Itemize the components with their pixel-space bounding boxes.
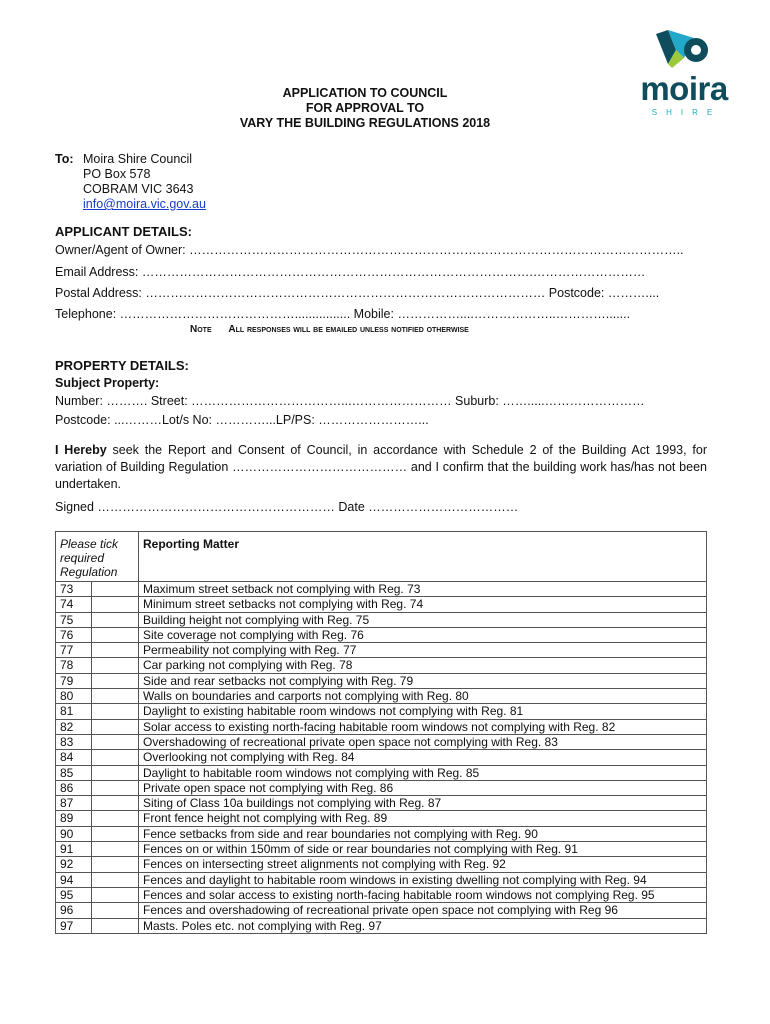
tick-box[interactable] (92, 627, 139, 642)
table-row (56, 750, 707, 765)
note-prefix: Note (190, 324, 212, 335)
property-number-street-field[interactable]: Number: ………. Street: ………………………………...…………………… Suburb: …….....…………………… (55, 394, 645, 408)
reporting-matter: Siting of Class 10a buildings not complying with Reg. 87 (139, 796, 707, 811)
tick-box[interactable] (92, 689, 139, 704)
regulation-number: 77 (56, 643, 92, 658)
tick-box[interactable] (92, 857, 139, 872)
table-row (56, 643, 707, 658)
table-row (56, 857, 707, 872)
reporting-matter: Fences on or within 150mm of side or rear boundaries not complying with Reg. 91 (139, 842, 707, 857)
table-row (56, 612, 707, 627)
tick-box[interactable] (92, 903, 139, 918)
reporting-matter: Walls on boundaries and carports not complying with Reg. 80 (139, 689, 707, 704)
table-row (56, 704, 707, 719)
address-line: COBRAM VIC 3643 (83, 182, 194, 196)
reporting-matter: Front fence height not complying with Reg. 89 (139, 811, 707, 826)
tick-box[interactable] (92, 719, 139, 734)
table-row (56, 796, 707, 811)
table-row (56, 582, 707, 597)
tick-box[interactable] (92, 750, 139, 765)
declaration-bold: I Hereby (55, 443, 107, 457)
table-row (56, 780, 707, 795)
header-reporting-matter: Reporting Matter (139, 532, 707, 582)
council-email-link[interactable]: info@moira.vic.gov.au (83, 197, 206, 211)
reporting-matter: Solar access to existing north-facing habitable room windows not complying with Reg. 82 (139, 719, 707, 734)
title-line-3: VARY THE BUILDING REGULATIONS 2018 (239, 116, 491, 130)
table-row (56, 887, 707, 902)
regulation-number: 84 (56, 750, 92, 765)
tick-box[interactable] (92, 780, 139, 795)
table-row (56, 734, 707, 749)
postal-address-field[interactable]: Postal Address: …………………………………………………………………………………… Postcode: ……….... (55, 286, 660, 300)
to-label: To: (55, 152, 74, 166)
telephone-field[interactable]: Telephone: ……………………………………................ Mobile: ……………....………………..…………....... (55, 307, 631, 321)
table-row (56, 597, 707, 612)
note-text: All responses will be emailed unless notified otherwise (228, 324, 469, 335)
tick-box[interactable] (92, 673, 139, 688)
subject-property-label: Subject Property: (55, 376, 160, 390)
reporting-matter: Site coverage not complying with Reg. 76 (139, 627, 707, 642)
regulation-number: 92 (56, 857, 92, 872)
title-line-2: FOR APPROVAL TO (305, 101, 425, 115)
regulation-table (55, 531, 707, 934)
regulation-number: 87 (56, 796, 92, 811)
regulation-number: 85 (56, 765, 92, 780)
regulation-number: 96 (56, 903, 92, 918)
reporting-matter: Daylight to existing habitable room windows not complying with Reg. 81 (139, 704, 707, 719)
table-row (56, 826, 707, 841)
signature-date-field[interactable]: Signed ………………………………………………… Date ……………………………… (55, 500, 519, 514)
reporting-matter: Side and rear setbacks not complying with Reg. 79 (139, 673, 707, 688)
table-row (56, 872, 707, 887)
regulation-number: 86 (56, 780, 92, 795)
header-tick-regulation: Please tick required Regulation (56, 532, 139, 582)
table-row (56, 719, 707, 734)
tick-box[interactable] (92, 597, 139, 612)
regulation-number: 82 (56, 719, 92, 734)
reporting-matter: Permeability not complying with Reg. 77 (139, 643, 707, 658)
reporting-matter: Fences on intersecting street alignments not complying with Reg. 92 (139, 857, 707, 872)
moira-shire-logo (636, 28, 732, 117)
tick-box[interactable] (92, 734, 139, 749)
logo-wordmark: moira (640, 70, 728, 107)
reporting-matter: Fences and daylight to habitable room windows in existing dwelling not complying with Reg. 94 (139, 872, 707, 887)
declaration-text: seek the Report and Consent of Council, in accordance with Schedule 2 of the Building Act 1993, for variation of Building Regulation …………………………………… and I confirm that the building work has/has not been undertaken. (55, 443, 707, 491)
tick-box[interactable] (92, 842, 139, 857)
reporting-matter: Building height not complying with Reg. 75 (139, 612, 707, 627)
reporting-matter: Maximum street setback not complying with Reg. 73 (139, 582, 707, 597)
email-field[interactable]: Email Address: ………………………………………………………………………………….……………………… (55, 265, 646, 279)
tick-box[interactable] (92, 811, 139, 826)
tick-box[interactable] (92, 887, 139, 902)
address-line: Moira Shire Council (83, 152, 193, 166)
recipient-block (55, 152, 206, 211)
tick-box[interactable] (92, 872, 139, 887)
tick-box[interactable] (92, 658, 139, 673)
email-note (190, 324, 469, 335)
property-details-heading: PROPERTY DETAILS: (55, 358, 189, 373)
tick-box[interactable] (92, 765, 139, 780)
table-row (56, 627, 707, 642)
tick-box[interactable] (92, 643, 139, 658)
regulation-number: 80 (56, 689, 92, 704)
applicant-details-heading: APPLICANT DETAILS: (55, 224, 192, 239)
reporting-matter: Overlooking not complying with Reg. 84 (139, 750, 707, 765)
document-title (200, 86, 530, 131)
table-row (56, 811, 707, 826)
regulation-number: 95 (56, 887, 92, 902)
reporting-matter: Fences and solar access to existing north-facing habitable room windows not complying Reg. 95 (139, 887, 707, 902)
regulation-number: 79 (56, 673, 92, 688)
tick-box[interactable] (92, 582, 139, 597)
reporting-matter: Fence setbacks from side and rear boundaries not complying with Reg. 90 (139, 826, 707, 841)
regulation-number: 89 (56, 811, 92, 826)
reporting-matter: Masts. Poles etc. not complying with Reg. 97 (139, 918, 707, 933)
declaration-paragraph (55, 442, 707, 493)
regulation-number: 78 (56, 658, 92, 673)
logo-subtitle: SHIRE (651, 108, 722, 117)
tick-box[interactable] (92, 704, 139, 719)
regulation-number: 90 (56, 826, 92, 841)
table-row (56, 658, 707, 673)
regulation-number: 75 (56, 612, 92, 627)
owner-field[interactable]: Owner/Agent of Owner: ……………………………………………………………………………………………………….. (55, 243, 684, 257)
recipient-address (83, 152, 206, 212)
reporting-matter: Fences and overshadowing of recreational private open space not complying with Reg 96 (139, 903, 707, 918)
regulation-number: 94 (56, 872, 92, 887)
table-header-row (56, 532, 707, 582)
regulation-number: 91 (56, 842, 92, 857)
table-row (56, 903, 707, 918)
regulation-number: 83 (56, 734, 92, 749)
tick-box[interactable] (92, 612, 139, 627)
address-line: PO Box 578 (83, 167, 151, 181)
regulation-number: 97 (56, 918, 92, 933)
regulation-number: 81 (56, 704, 92, 719)
reporting-matter: Overshadowing of recreational private open space not complying with Reg. 83 (139, 734, 707, 749)
table-row (56, 842, 707, 857)
reporting-matter: Car parking not complying with Reg. 78 (139, 658, 707, 673)
table-row (56, 689, 707, 704)
regulation-number: 76 (56, 627, 92, 642)
logo-bird-icon (654, 28, 714, 72)
regulation-number: 74 (56, 597, 92, 612)
table-row (56, 918, 707, 933)
reporting-matter: Private open space not complying with Reg. 86 (139, 780, 707, 795)
table-row (56, 765, 707, 780)
table-row (56, 673, 707, 688)
title-line-1: APPLICATION TO COUNCIL (282, 86, 448, 100)
reporting-matter: Minimum street setbacks not complying with Reg. 74 (139, 597, 707, 612)
regulation-number: 73 (56, 582, 92, 597)
tick-box[interactable] (92, 796, 139, 811)
tick-box[interactable] (92, 826, 139, 841)
tick-box[interactable] (92, 918, 139, 933)
reporting-matter: Daylight to habitable room windows not complying with Reg. 85 (139, 765, 707, 780)
property-postcode-lot-field[interactable]: Postcode: ...………Lot/s No: …………...LP/PS: ……………………... (55, 413, 429, 427)
